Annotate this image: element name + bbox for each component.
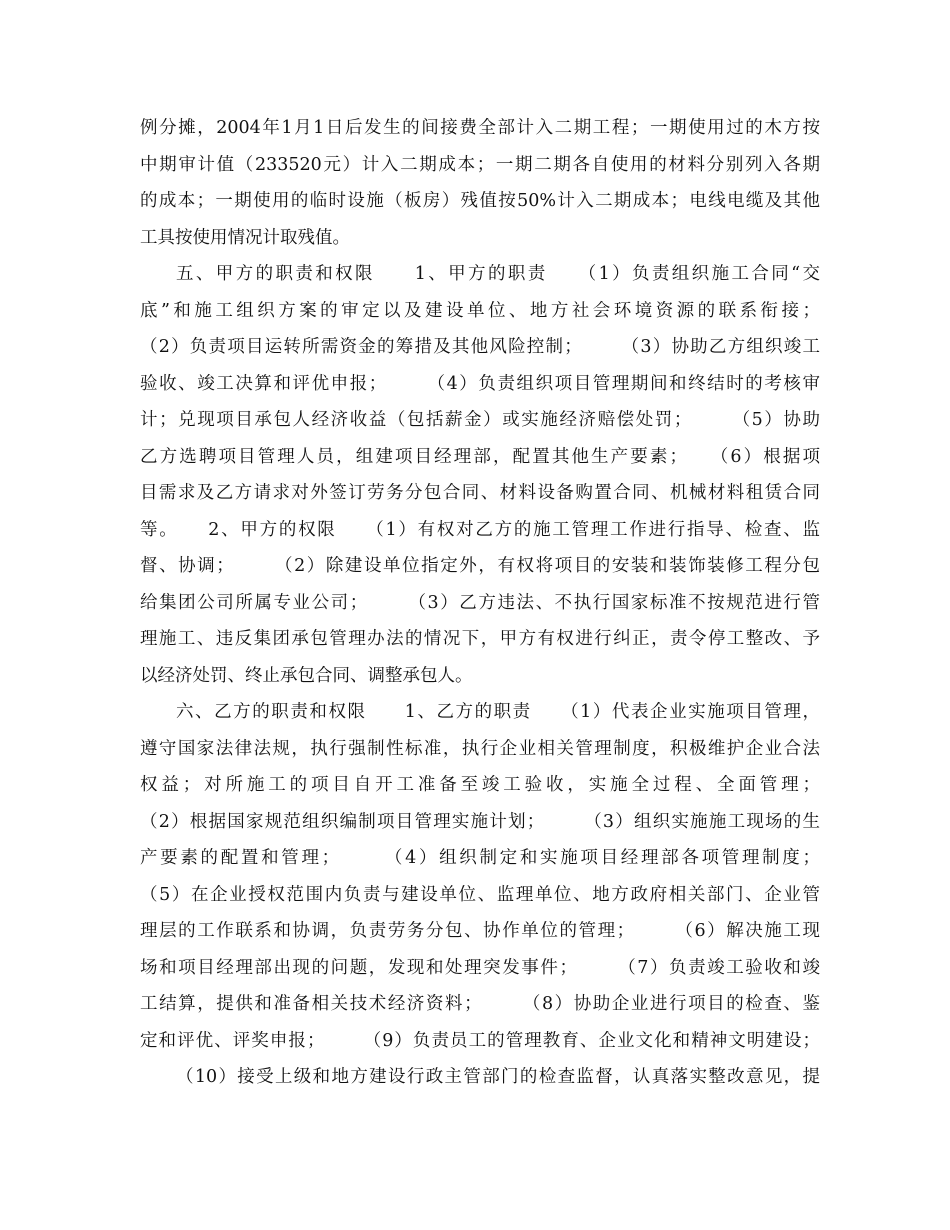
document-line: 场和项目经理部出现的问题，发现和处理突发事件； （7）负责竣工验收和竣: [140, 957, 820, 978]
document-line: 工结算，提供和准备相关技术经济资料； （8）协助企业进行项目的检查、鉴: [140, 994, 820, 1014]
document-line: 底”和施工组织方案的审定以及建设单位、地方社会环境资源的联系衔接；: [140, 300, 820, 321]
document-line: 六、乙方的职责和权限 1、乙方的职责 （1）代表企业实施项目管理，: [176, 702, 820, 722]
document-line: 计；兑现项目承包人经济收益（包括薪金）或实施经济赔偿处罚； （5）协助: [140, 410, 820, 430]
document-line: 权益；对所施工的项目自开工准备至竣工验收，实施全过程、全面管理；: [140, 775, 820, 795]
document-line: 督、协调； （2）除建设单位指定外，有权将项目的安装和装饰装修工程分包: [140, 556, 820, 576]
document-line: 例分摊，2004年1月1日后发生的间接费全部计入二期工程；一期使用过的木方按: [140, 118, 820, 138]
document-line: （5）在企业授权范围内负责与建设单位、监理单位、地方政府相关部门、企业管: [140, 884, 820, 905]
document-line: 乙方选聘项目管理人员，组建项目经理部，配置其他生产要素； （6）根据项: [140, 446, 820, 467]
document-body: [140, 110, 820, 1096]
document-line: 以经济处罚、终止承包合同、调整承包人。: [140, 665, 473, 686]
document-line: 遵守国家法律法规，执行强制性标准，执行企业相关管理制度，积极维护企业合法: [140, 738, 820, 759]
document-line: 定和评优、评奖申报； （9）负责员工的管理教育、企业文化和精神文明建设；: [140, 1030, 820, 1051]
document-line: 五、甲方的职责和权限 1、甲方的职责 （1）负责组织施工合同“交: [176, 264, 820, 284]
document-line: 给集团公司所属专业公司； （3）乙方违法、不执行国家标准不按规范进行管: [140, 592, 820, 613]
document-line: 目需求及乙方请求对外签订劳务分包合同、材料设备购置合同、机械材料租赁合同: [140, 483, 820, 503]
document-line: （2）负责项目运转所需资金的筹措及其他风险控制； （3）协助乙方组织竣工: [140, 337, 820, 357]
document-line: 验收、竣工决算和评优申报； （4）负责组织项目管理期间和终结时的考核审: [140, 373, 820, 394]
document-line: 工具按使用情况计取残值。: [140, 227, 350, 248]
document-line: 的成本；一期使用的临时设施（板房）残值按50%计入二期成本；电线电缆及其他: [140, 191, 820, 211]
document-line: 理施工、违反集团承包管理办法的情况下，甲方有权进行纠正，责令停工整改、予: [140, 629, 820, 649]
document-line: 中期审计值（233520元）计入二期成本；一期二期各自使用的材料分别列入各期: [140, 154, 820, 175]
document-line: （10）接受上级和地方建设行政主管部门的检查监督，认真落实整改意见，提: [176, 1067, 820, 1087]
document-line: （2）根据国家规范组织编制项目管理实施计划； （3）组织实施施工现场的生: [140, 811, 820, 832]
document-line: 等。 2、甲方的权限 （1）有权对乙方的施工管理工作进行指导、检查、监: [140, 519, 820, 540]
document-line: 理层的工作联系和协调，负责劳务分包、协作单位的管理； （6）解决施工现: [140, 921, 820, 941]
document-line: 产要素的配置和管理； （4）组织制定和实施项目经理部各项管理制度；: [140, 848, 820, 868]
